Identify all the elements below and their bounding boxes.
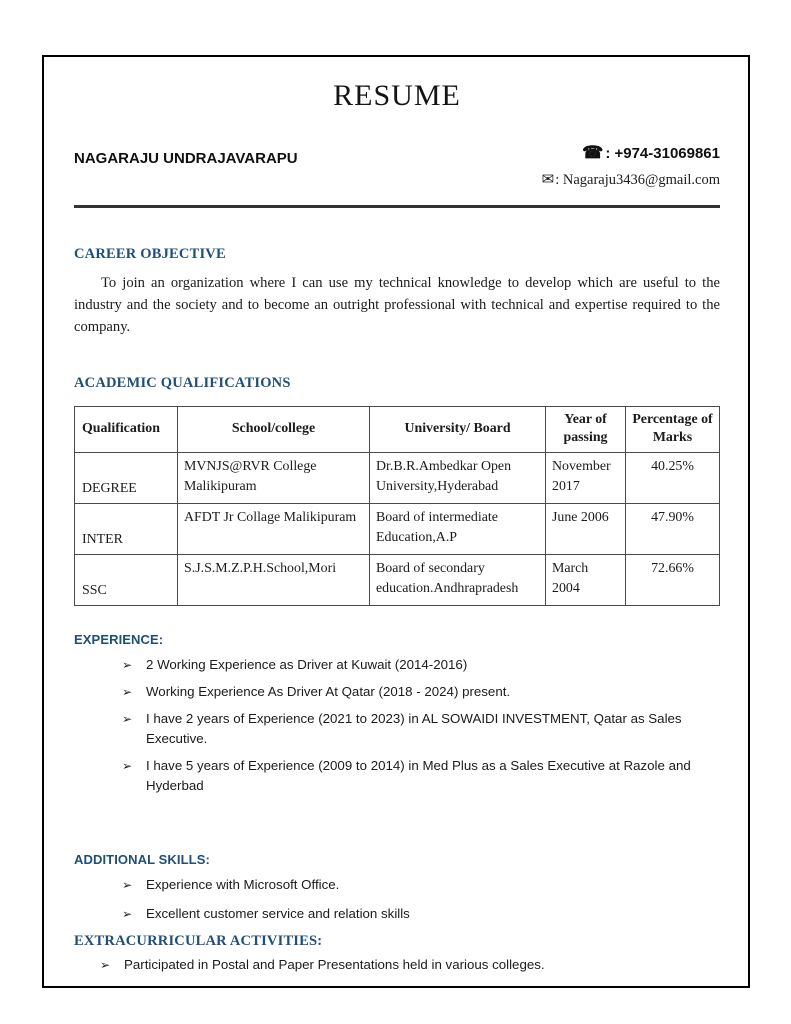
extracurricular-heading: EXTRACURRICULAR ACTIVITIES: <box>74 932 323 949</box>
career-objective-heading: CAREER OBJECTIVE <box>74 246 226 262</box>
table-row-ssc <box>75 555 720 606</box>
table-header-row <box>75 406 720 453</box>
experience-item <box>74 709 720 749</box>
additional-skills-heading: ADDITIONAL SKILLS: <box>74 851 210 867</box>
arrow-bullet-icon: ➢ <box>122 906 133 921</box>
cell-percentage: 47.90% <box>626 504 720 555</box>
experience-item <box>74 655 720 675</box>
experience-item-text: I have 2 years of Experience (2021 to 2023) in AL SOWAIDI INVESTMENT, Qatar as Sales Executive. <box>146 711 682 747</box>
cell-qualification: SSC <box>75 555 178 606</box>
experience-heading: EXPERIENCE: <box>74 632 164 648</box>
extracurricular-list <box>74 955 720 975</box>
experience-item-text: I have 5 years of Experience (2009 to 2014) in Med Plus as a Sales Executive at Razole and Hyderbad <box>146 757 691 793</box>
contact-header <box>74 143 720 189</box>
col-header-school: School/college <box>178 406 370 453</box>
cell-university: Dr.B.R.Ambedkar Open University,Hyderabad <box>370 453 546 504</box>
col-header-qualification: Qualification <box>75 406 178 453</box>
arrow-bullet-icon: ➢ <box>100 957 111 972</box>
cell-qualification: INTER <box>75 504 178 555</box>
career-objective-text: To join an organization where I can use my technical knowledge to develop which are useful to the industry and the society and to become an outright professional with technical and expertise required to the company. <box>74 275 720 335</box>
additional-skills-list <box>74 875 720 924</box>
email-address: : Nagaraju3436@gmail.com <box>555 172 720 188</box>
extracurricular-item <box>74 955 720 975</box>
experience-item <box>74 682 720 702</box>
cell-qualification: DEGREE <box>75 453 178 504</box>
experience-list <box>74 655 720 796</box>
cell-year: June 2006 <box>546 504 626 555</box>
arrow-bullet-icon: ➢ <box>122 685 133 700</box>
extracurricular-item-text: Participated in Postal and Paper Presentations held in various colleges. <box>124 956 545 972</box>
phone-line <box>542 143 720 163</box>
arrow-bullet-icon: ➢ <box>122 758 133 773</box>
email-line <box>542 170 720 189</box>
col-header-percentage: Percentage of Marks <box>626 406 720 453</box>
resume-title: RESUME <box>333 79 461 112</box>
cell-school: MVNJS@RVR College Malikipuram <box>178 453 370 504</box>
skill-item-text: Excellent customer service and relation skills <box>146 905 410 921</box>
qualifications-table <box>74 406 720 607</box>
cell-year: March 2004 <box>546 555 626 606</box>
phone-icon: ☎ <box>582 143 604 162</box>
skill-item <box>74 875 720 895</box>
cell-university: Board of intermediate Education,A.P <box>370 504 546 555</box>
col-header-university: University/ Board <box>370 406 546 453</box>
academic-qualifications-heading: ACADEMIC QUALIFICATIONS <box>74 374 291 391</box>
arrow-bullet-icon: ➢ <box>122 712 133 727</box>
envelope-icon: ✉ <box>541 172 555 188</box>
experience-item-text: Working Experience As Driver At Qatar (2018 - 2024) present. <box>146 684 511 700</box>
cell-university: Board of secondary education.Andhrapradesh <box>370 555 546 606</box>
col-header-year: Year of passing <box>546 406 626 453</box>
cell-school: AFDT Jr Collage Malikipuram <box>178 504 370 555</box>
experience-item-text: 2 Working Experience as Driver at Kuwait (2014-2016) <box>146 657 468 673</box>
arrow-bullet-icon: ➢ <box>122 658 133 673</box>
cell-year: November 2017 <box>546 453 626 504</box>
experience-item <box>74 756 720 796</box>
cell-school: S.J.S.M.Z.P.H.School,Mori <box>178 555 370 606</box>
cell-percentage: 72.66% <box>626 555 720 606</box>
cell-percentage: 40.25% <box>626 453 720 504</box>
skill-item-text: Experience with Microsoft Office. <box>146 876 340 892</box>
table-row-inter <box>75 504 720 555</box>
skill-item <box>74 904 720 924</box>
page-border-frame <box>42 55 750 988</box>
contact-details <box>542 143 720 189</box>
header-divider <box>74 205 720 208</box>
candidate-name: NAGARAJU UNDRAJAVARAPU <box>74 150 298 167</box>
arrow-bullet-icon: ➢ <box>122 877 133 892</box>
phone-number: : +974-31069861 <box>605 145 720 162</box>
table-row-degree <box>75 453 720 504</box>
